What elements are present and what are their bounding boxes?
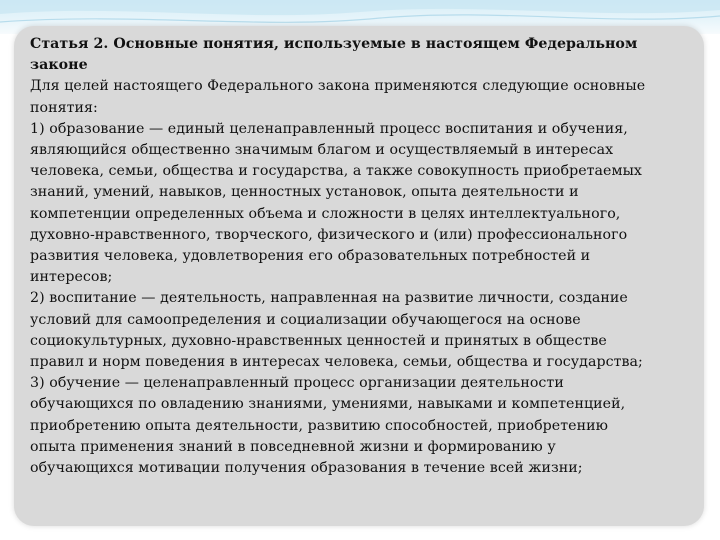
body-line: компетенции определенных объема и сложности в целях интеллектуального, (30, 205, 621, 222)
body-line: социокультурных, духовно-нравственных ценностей и принятых в обществе (30, 332, 607, 349)
body-line: духовно-нравственного, творческого, физического и (или) профессионального (30, 226, 628, 243)
body-line: понятия: (30, 99, 98, 116)
body-line: Для целей настоящего Федерального закона применяются следующие основные (30, 78, 646, 95)
body-line: человека, семьи, общества и государства, а также совокупность приобретаемых (30, 163, 642, 180)
body-line: обучающихся по овладению знаниями, умениями, навыками и компетенцией, (30, 396, 626, 413)
body-line: развития человека, удовлетворения его образовательных потребностей и (30, 248, 591, 265)
body-line: приобретению опыта деятельности, развитию способностей, приобретению (30, 417, 608, 434)
body-line: обучающихся мотивации получения образования в течение всей жизни; (30, 460, 583, 477)
article-heading-line-1: Статья 2. Основные понятия, используемые в настоящем Федеральном (30, 36, 638, 52)
body-line: 1) образование — единый целенаправленный процесс воспитания и обучения, (30, 120, 628, 137)
body-line: 2) воспитание — деятельность, направленная на развитие личности, создание (30, 290, 628, 307)
body-line: опыта применения знаний в повседневной жизни и формированию у (30, 438, 556, 455)
body-line: знаний, умений, навыков, ценностных установок, опыта деятельности и (30, 184, 579, 201)
body-line: правил и норм поведения в интересах человека, семьи, общества и государства; (30, 354, 643, 371)
body-line: интересов; (30, 269, 113, 286)
article-text (30, 34, 706, 479)
article-heading-line-2: законе (30, 57, 88, 74)
body-line: являющийся общественно значимым благом и осуществляемый в интересах (30, 142, 614, 159)
body-line: условий для самоопределения и социализации обучающегося на основе (30, 311, 581, 328)
body-line: 3) обучение — целенаправленный процесс организации деятельности (30, 375, 564, 392)
